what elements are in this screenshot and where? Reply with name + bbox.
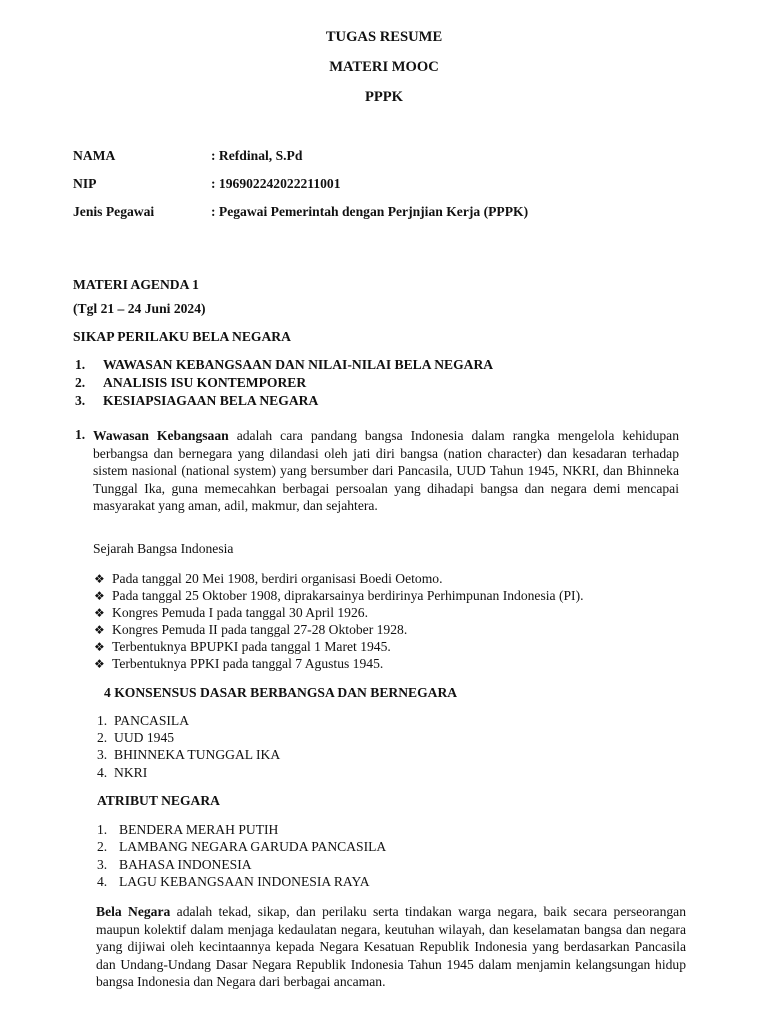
diamond-bullet-icon: ❖: [94, 657, 105, 671]
konsensus-item: UUD 1945: [114, 730, 175, 745]
topic-number: 1.: [75, 357, 86, 372]
topic-number: 3.: [75, 393, 86, 408]
konsensus-heading: 4 KONSENSUS DASAR BERBANGSA DAN BERNEGARA: [104, 685, 458, 700]
konsensus-number: 1.: [97, 713, 108, 728]
nip-value: : 196902242022211001: [211, 176, 341, 191]
history-item: ❖ Terbentuknya BPUPKI pada tanggal 1 Maret 1945.: [94, 639, 391, 654]
employee-type-value: : Pegawai Pemerintah dengan Perjnjian Kerja (PPPK): [211, 204, 529, 219]
diamond-bullet-icon: ❖: [94, 572, 105, 586]
history-item: ❖ Terbentuknya PPKI pada tanggal 7 Agustus 1945.: [94, 656, 384, 671]
konsensus-item: NKRI: [114, 765, 148, 780]
bela-negara-definition: adalah tekad, sikap, dan perilaku serta tindakan warga negara, baik secara perseorangan maupun kolektif dalam menjaga kedaulatan negara, keutuhan wilayah, dan keselamatan bangsa dan negara yang dijiwai oleh kecintaannya kepada Negara Kesatuan Republik Indonesia yang berdasarkan Pancasila dan Undang-Undang Dasar Negara Republik Indonesia Tahun 1945 dalam menjamin kelangsungan hidup bangsa Indonesia dan Negara dari berbagai ancaman.: [96, 904, 686, 990]
topic-item: WAWASAN KEBANGSAAN DAN NILAI-NILAI BELA NEGARA: [103, 357, 494, 372]
wawasan-definition: adalah cara pandang bangsa Indonesia dalam rangka mengelola kehidupan berbangsa dan bernegara yang dilandasi oleh jati diri bangsa (nation character) dan kesadaran terhadap sistem nasional (national system) yang bersumber dari Pancasila, UUD Tahun 1945, NKRI, dan Bhinneka Tunggal Ika, guna memecahkan berbagai persoalan yang dihadapi bangsa dan negara demi mencapai masyarakat yang aman, adil, makmur, dan sejahtera.: [93, 428, 679, 514]
nip-label: NIP: [73, 176, 97, 191]
employee-type-label: Jenis Pegawai: [73, 204, 155, 219]
konsensus-item: BHINNEKA TUNGGAL IKA: [114, 747, 281, 762]
wawasan-term: Wawasan Kebangsaan: [93, 428, 229, 443]
history-item: ❖ Pada tanggal 25 Oktober 1908, diprakarsainya berdirinya Perhimpunan Indonesia (PI).: [94, 588, 584, 603]
diamond-bullet-icon: ❖: [94, 640, 105, 654]
konsensus-item: PANCASILA: [114, 713, 190, 728]
history-item: ❖ Pada tanggal 20 Mei 1908, berdiri organisasi Boedi Oetomo.: [94, 571, 443, 586]
konsensus-number: 2.: [97, 730, 108, 745]
topic-item: ANALISIS ISU KONTEMPORER: [103, 375, 307, 390]
history-item: ❖ Kongres Pemuda II pada tanggal 27-28 Oktober 1928.: [94, 622, 408, 637]
agenda-subject: SIKAP PERILAKU BELA NEGARA: [73, 329, 291, 344]
section-number: 1.: [75, 427, 86, 442]
history-heading: Sejarah Bangsa Indonesia: [93, 541, 234, 556]
atribut-item: BENDERA MERAH PUTIH: [119, 822, 279, 837]
atribut-heading: ATRIBUT NEGARA: [97, 793, 220, 808]
wawasan-paragraph: [93, 427, 679, 515]
bela-negara-paragraph: [96, 903, 686, 991]
title-line-1: TUGAS RESUME: [325, 29, 443, 45]
konsensus-number: 3.: [97, 747, 108, 762]
diamond-bullet-icon: ❖: [94, 623, 105, 637]
atribut-number: 4.: [97, 874, 108, 889]
atribut-number: 2.: [97, 839, 108, 854]
title-line-3: PPPK: [364, 89, 404, 105]
bela-negara-term: Bela Negara: [96, 904, 171, 919]
atribut-item: LAGU KEBANGSAAN INDONESIA RAYA: [119, 874, 370, 889]
atribut-number: 1.: [97, 822, 108, 837]
atribut-item: LAMBANG NEGARA GARUDA PANCASILA: [119, 839, 387, 854]
konsensus-number: 4.: [97, 765, 108, 780]
agenda-date: (Tgl 21 – 24 Juni 2024): [73, 301, 206, 316]
topic-item: KESIAPSIAGAAN BELA NEGARA: [103, 393, 319, 408]
history-item: ❖ Kongres Pemuda I pada tanggal 30 April 1926.: [94, 605, 368, 620]
name-label: NAMA: [73, 148, 116, 163]
topic-number: 2.: [75, 375, 86, 390]
agenda-title: MATERI AGENDA 1: [73, 277, 199, 292]
title-line-2: MATERI MOOC: [329, 59, 439, 75]
diamond-bullet-icon: ❖: [94, 606, 105, 620]
name-value: : Refdinal, S.Pd: [211, 148, 303, 163]
diamond-bullet-icon: ❖: [94, 589, 105, 603]
atribut-item: BAHASA INDONESIA: [119, 857, 252, 872]
atribut-number: 3.: [97, 857, 108, 872]
